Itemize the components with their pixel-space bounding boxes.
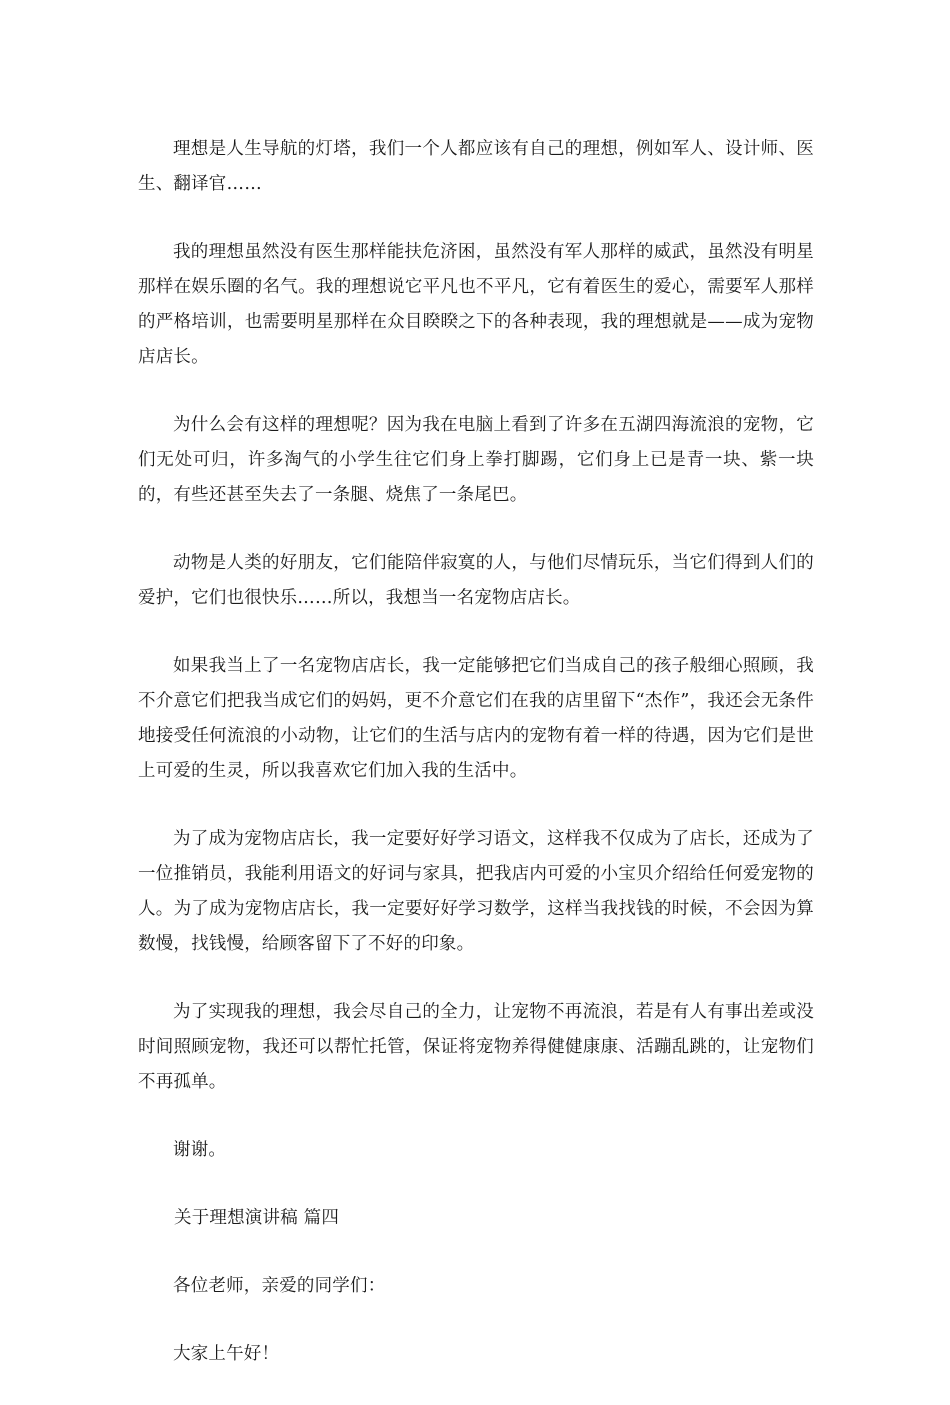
paragraph-animals-friends: 动物是人类的好朋友，它们能陪伴寂寞的人，与他们尽情玩乐，当它们得到人们的爱护，它们也很快乐……所以，我想当一名宠物店店长。 [138, 553, 814, 608]
paragraph-thanks: 谢谢。 [173, 1140, 227, 1160]
paragraph-greeting: 各位老师，亲爱的同学们： [173, 1276, 386, 1296]
section-heading: 关于理想演讲稿 篇四 [174, 1208, 340, 1228]
paragraph-intro: 理想是人生导航的灯塔，我们一个人都应该有自己的理想，例如军人、设计师、医生、翻译官…… [138, 139, 814, 194]
paragraph-care: 如果我当上了一名宠物店店长，我一定能够把它们当成自己的孩子般细心照顾，我不介意它们把我当成它们的妈妈，更不介意它们在我的店里留下“杰作”，我还会无条件地接受任何流浪的小动物，让它们的生活与店内的宠物有着一样的待遇，因为它们是世上可爱的生灵，所以我喜欢它们加入我的生活中。 [138, 656, 814, 781]
paragraph-ideal: 我的理想虽然没有医生那样能扶危济困，虽然没有军人那样的威武，虽然没有明星那样在娱乐圈的名气。我的理想说它平凡也不平凡，它有着医生的爱心，需要军人那样的严格培训，也需要明星那样在众目睽睽之下的各种表现，我的理想就是——成为宠物店店长。 [138, 242, 814, 367]
paragraph-study: 为了成为宠物店店长，我一定要好好学习语文，这样我不仅成为了店长，还成为了一位推销员，我能利用语文的好词与家具，把我店内可爱的小宝贝介绍给任何爱宠物的人。为了成为宠物店店长，我一定要好好学习数学，这样当我找钱的时候，不会因为算数慢，找钱慢，给顾客留下了不好的印象。 [138, 829, 814, 954]
paragraph-realize: 为了实现我的理想，我会尽自己的全力，让宠物不再流浪，若是有人有事出差或没时间照顾宠物，我还可以帮忙托管，保证将宠物养得健健康康、活蹦乱跳的，让宠物们不再孤单。 [138, 1002, 814, 1092]
paragraph-good-morning: 大家上午好！ [173, 1344, 280, 1364]
document-page [138, 132, 814, 1405]
paragraph-reason: 为什么会有这样的理想呢？因为我在电脑上看到了许多在五湖四海流浪的宠物，它们无处可归，许多淘气的小学生往它们身上拳打脚踢，它们身上已是青一块、紫一块的，有些还甚至失去了一条腿、烧焦了一条尾巴。 [138, 415, 814, 505]
